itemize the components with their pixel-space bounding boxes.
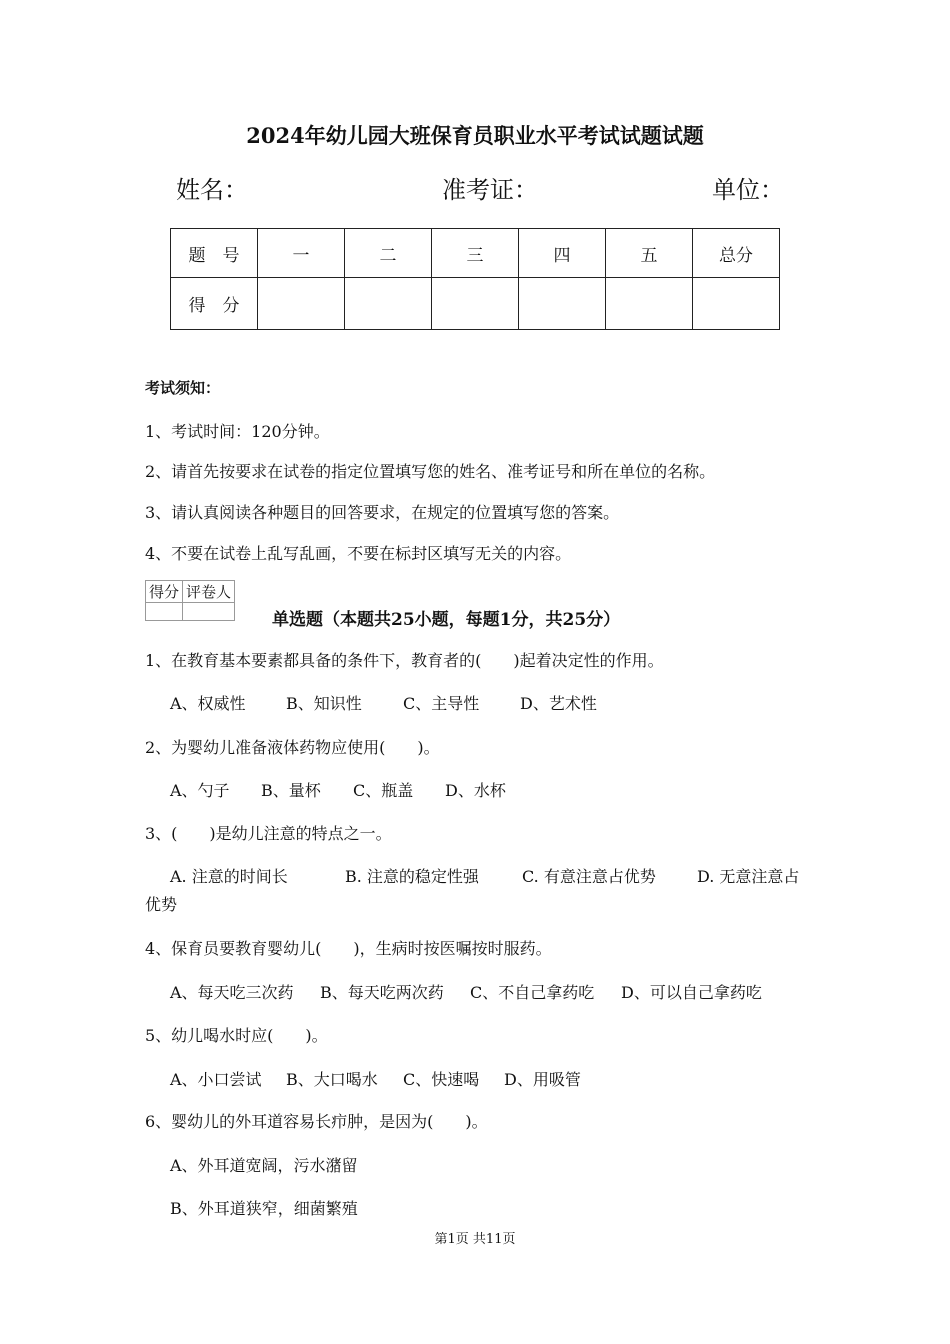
option: D、可以自己拿药吃: [621, 983, 762, 1002]
option: C、不自己拿药吃: [470, 983, 595, 1002]
score-cell[interactable]: [519, 278, 606, 330]
grader-reviewer-cell[interactable]: [183, 603, 235, 621]
grader-score-label: 得分: [146, 581, 183, 603]
score-table-header-cell: 三: [432, 229, 519, 278]
notice-item: 3、请认真阅读各种题目的回答要求，在规定的位置填写您的答案。: [145, 503, 620, 522]
score-cell[interactable]: [345, 278, 432, 330]
notice-item: 1、考试时间：120分钟。: [145, 422, 330, 441]
score-row-label: 得 分: [171, 278, 258, 330]
option: A、权威性: [170, 694, 246, 713]
notice-item: 4、不要在试卷上乱写乱画，不要在标封区填写无关的内容。: [145, 544, 572, 563]
option: A. 注意的时间长: [170, 867, 288, 886]
notice-heading: 考试须知：: [145, 379, 221, 397]
option: D、用吸管: [504, 1070, 581, 1089]
option: A、外耳道宽阔，污水潴留: [170, 1156, 358, 1175]
option: B、大口喝水: [286, 1070, 378, 1089]
option: D、艺术性: [520, 694, 597, 713]
page-footer: 第1页 共11页: [434, 1232, 516, 1247]
option: D、水杯: [445, 781, 506, 800]
option: C、快速喝: [403, 1070, 480, 1089]
question-text: 6、婴幼儿的外耳道容易长疖肿，是因为( )。: [145, 1112, 488, 1131]
grader-score-cell[interactable]: [146, 603, 183, 621]
question-text: 2、为婴幼儿准备液体药物应使用( )。: [145, 738, 440, 757]
option: B. 注意的稳定性强: [345, 867, 479, 886]
grader-reviewer-label: 评卷人: [183, 581, 235, 603]
option: B、外耳道狭窄，细菌繁殖: [170, 1199, 358, 1218]
score-table: [170, 228, 780, 330]
option: C、主导性: [403, 694, 480, 713]
grader-box: [145, 580, 235, 621]
score-table-header-cell: 一: [258, 229, 345, 278]
score-table-header-cell: 总分: [693, 229, 780, 278]
option: A、小口尝试: [170, 1070, 262, 1089]
score-cell[interactable]: [432, 278, 519, 330]
option: A、每天吃三次药: [170, 983, 294, 1002]
section-title: 单选题（本题共25小题，每题1分，共25分）: [272, 610, 621, 630]
option: D. 无意注意占: [697, 867, 800, 886]
page-title: 2024年幼儿园大班保育员职业水平考试试题试题: [246, 123, 704, 148]
score-table-header-cell: 五: [606, 229, 693, 278]
exam-id-field-label: 准考证：: [442, 176, 538, 204]
unit-field-label: 单位：: [712, 176, 784, 204]
option: B、知识性: [286, 694, 362, 713]
option-wrap: 优势: [145, 895, 178, 914]
name-field-label: 姓名：: [176, 176, 248, 204]
score-table-score-row: [171, 278, 780, 330]
notice-item: 2、请首先按要求在试卷的指定位置填写您的姓名、准考证号和所在单位的名称。: [145, 462, 716, 481]
question-text: 5、幼儿喝水时应( )。: [145, 1026, 328, 1045]
option: C. 有意注意占优势: [522, 867, 656, 886]
score-table-header-cell: 题 号: [171, 229, 258, 278]
question-text: 3、( )是幼儿注意的特点之一。: [145, 824, 392, 843]
score-table-header-row: [171, 229, 780, 278]
option: C、瓶盖: [353, 781, 414, 800]
option: B、每天吃两次药: [320, 983, 444, 1002]
score-cell[interactable]: [258, 278, 345, 330]
score-table-header-cell: 二: [345, 229, 432, 278]
score-table-header-cell: 四: [519, 229, 606, 278]
question-text: 4、保育员要教育婴幼儿( )，生病时按医嘱按时服药。: [145, 939, 552, 958]
score-cell[interactable]: [606, 278, 693, 330]
score-cell[interactable]: [693, 278, 780, 330]
question-text: 1、在教育基本要素都具备的条件下，教育者的( )起着决定性的作用。: [145, 651, 664, 670]
option: B、量杯: [261, 781, 321, 800]
option: A、勺子: [170, 781, 230, 800]
